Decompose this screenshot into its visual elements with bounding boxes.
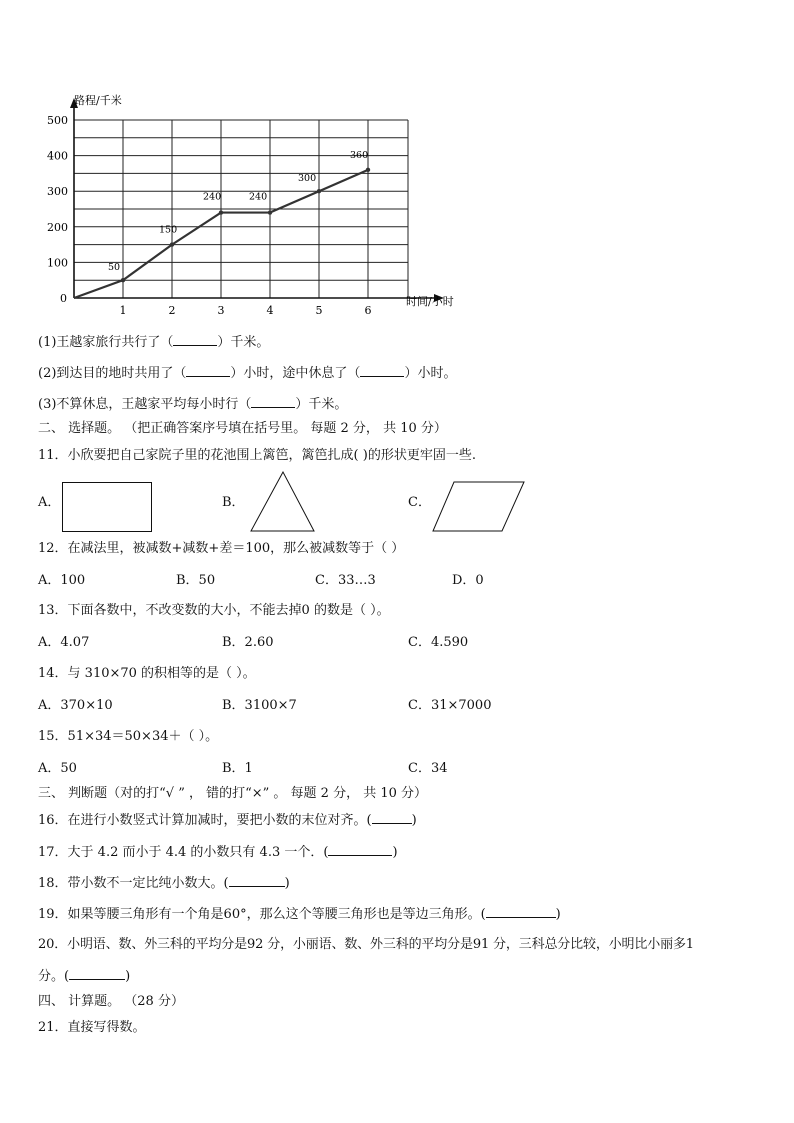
data-label: 240 [203,191,222,203]
q11-option-c-label[interactable]: C． [408,495,431,510]
data-point [268,210,272,214]
chart-series [74,150,370,298]
answer-blank[interactable] [186,364,230,377]
data-label: 150 [159,224,178,236]
q11-option-a-label[interactable]: A． [38,495,61,510]
data-label: 300 [298,173,317,185]
answer-blank[interactable] [69,967,125,980]
y-tick-label: 300 [47,185,68,199]
q14-option-b[interactable]: B．3100×7 [222,698,297,713]
y-axis-label: 路程/千米 [74,94,122,107]
data-label: 50 [108,262,121,274]
question-2: (2)到达目的地时共用了（ ）小时，途中休息了（ ）小时。 [38,366,457,381]
question-18: 18．带小数不一定比纯小数大。( ) [38,876,290,891]
answer-blank[interactable] [229,874,285,887]
q11-option-b-label[interactable]: B． [222,495,245,510]
question-1: (1)王越家旅行共行了（ ）千米。 [38,335,270,350]
chart-axes [47,98,444,317]
answer-blank[interactable] [372,811,412,824]
answer-blank[interactable] [328,843,392,856]
q13-option-b[interactable]: B．2.60 [222,635,274,650]
data-point [366,168,370,172]
question-14: 14．与 310×70 的积相等的是（ ）。 [38,666,256,681]
question-20-line-1: 20．小明语、数、外三科的平均分是92 分，小丽语、数、外三科的平均分是91 分，三科总分比较，小明比小丽多1 [38,937,694,952]
parallelogram-shape [430,480,528,534]
data-point [219,210,223,214]
question-11: 11．小欣要把自己家院子里的花池围上篱笆，篱笆扎成( )的形状更牢固一些. [38,448,476,463]
origin-label: 0 [60,292,67,305]
question-19: 19．如果等腰三角形有一个角是60°，那么这个等腰三角形也是等边三角形。( ) [38,907,561,922]
section-3-title: 三、 判断题（对的打“√ ” ， 错的打“×” 。 每题 2 分， 共 10 分） [38,786,428,801]
question-13: 13．下面各数中，不改变数的大小，不能去掉0 的数是（ ）。 [38,603,390,618]
q15-option-c[interactable]: C．34 [408,761,448,776]
q12-option-a[interactable]: A．100 [38,573,86,588]
question-3: (3)不算休息，王越家平均每小时行（ ）千米。 [38,397,348,412]
data-point [317,189,321,193]
x-axis-label: 时间/小时 [406,295,454,308]
x-tick-label: 5 [315,304,323,317]
question-15: 15．51×34＝50×34＋（ ）。 [38,729,219,744]
answer-blank[interactable] [486,905,556,918]
q14-option-a[interactable]: A．370×10 [38,698,113,713]
y-tick-label: 100 [47,256,68,270]
q15-option-a[interactable]: A．50 [38,761,77,776]
q13-option-a[interactable]: A．4.07 [38,635,90,650]
x-tick-label: 4 [266,304,274,317]
q14-option-c[interactable]: C．31×7000 [408,698,492,713]
distance-time-chart [30,90,480,320]
triangle-shape [248,470,318,534]
q15-option-b[interactable]: B．1 [222,761,253,776]
data-point [170,242,174,246]
answer-blank[interactable] [251,395,295,408]
rectangle-shape [62,482,152,532]
chart-grid [74,120,408,298]
answer-blank[interactable] [173,333,217,346]
x-tick-label: 3 [217,304,225,317]
x-tick-label: 6 [364,304,372,317]
x-tick-label: 1 [119,304,127,317]
section-4-title: 四、 计算题。 （28 分） [38,994,184,1009]
data-point [121,278,125,282]
q13-option-c[interactable]: C．4.590 [408,635,469,650]
section-2-title: 二、 选择题。 （把正确答案序号填在括号里。 每题 2 分， 共 10 分） [38,421,447,436]
question-17: 17．大于 4.2 而小于 4.4 的小数只有 4.3 一个．( ) [38,845,398,860]
data-label: 240 [249,191,268,203]
q12-option-c[interactable]: C．33…3 [315,573,376,588]
q12-option-d[interactable]: D．0 [452,573,484,588]
question-20-line-2: 分。( ) [38,969,131,984]
question-21: 21．直接写得数。 [38,1020,146,1035]
data-label: 360 [350,149,369,161]
x-tick-label: 2 [168,304,176,317]
y-tick-label: 200 [47,220,68,234]
y-tick-label: 400 [47,149,68,163]
y-tick-label: 500 [47,114,68,127]
q12-option-b[interactable]: B．50 [176,573,216,588]
question-16: 16．在进行小数竖式计算加减时，要把小数的末位对齐。( ) [38,813,417,828]
answer-blank[interactable] [360,364,404,377]
question-12: 12．在减法里，被减数+减数+差＝100，那么被减数等于（ ） [38,541,405,556]
